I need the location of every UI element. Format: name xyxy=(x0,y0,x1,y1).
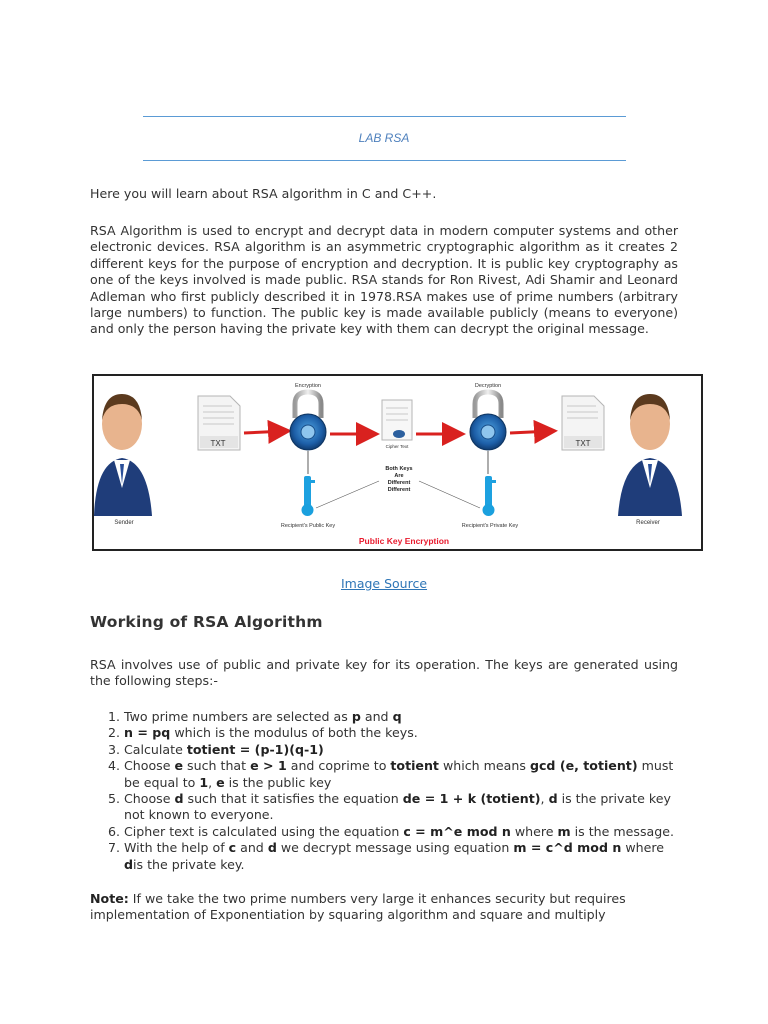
rsa-steps-list xyxy=(90,709,678,873)
decryption-label: Decryption xyxy=(474,383,502,389)
encryption-lock-icon xyxy=(290,392,326,450)
list-item: 1. Two prime numbers are selected as p and q xyxy=(124,709,678,725)
private-key-icon xyxy=(483,476,497,516)
public-key-encryption-figure xyxy=(92,374,703,551)
note-paragraph xyxy=(90,891,678,924)
header-rule-bottom xyxy=(143,160,626,161)
both-keys-line-2: Are xyxy=(394,473,404,479)
list-item: 2. n = pq which is the modulus of both the keys. xyxy=(124,725,678,741)
list-item: 5. Choose d such that it satisfies the equation de = 1 + k (totient), d is the private key not known to everyone. xyxy=(124,791,678,824)
cipher-document-icon xyxy=(382,400,412,440)
note-label: Note: xyxy=(90,891,129,906)
public-key-icon xyxy=(302,476,316,516)
page-title: LAB RSA xyxy=(358,131,410,145)
connector-public xyxy=(316,481,379,508)
txt-label-left: TXT xyxy=(210,439,226,448)
public-key-label: Recipient's Public Key xyxy=(280,523,336,529)
sender-label: Sender xyxy=(114,520,134,526)
image-source-link[interactable]: Image Source xyxy=(340,576,428,591)
encryption-label: Encryption xyxy=(295,383,321,389)
header-rule-top xyxy=(143,116,626,117)
private-key-label: Recipient's Private Key xyxy=(461,523,519,529)
list-item: 4. Choose e such that e > 1 and coprime to totient which means gcd (e, totient) must be equal to 1, e is the public key xyxy=(124,758,678,791)
receiver-label: Receiver xyxy=(636,520,660,526)
receiver-person-icon xyxy=(618,394,682,516)
list-item: 3. Calculate totient = (p-1)(q-1) xyxy=(124,742,678,758)
section-intro-paragraph: RSA involves use of public and private key for its operation. The keys are generated using the following steps:- xyxy=(90,657,678,689)
decryption-lock-icon xyxy=(470,392,506,450)
sender-person-icon xyxy=(94,394,152,516)
list-item: 6. Cipher text is calculated using the equation c = m^e mod n where m is the message. xyxy=(124,824,678,840)
section-heading: Working of RSA Algorithm xyxy=(90,613,323,631)
connector-private xyxy=(419,481,480,508)
arrow-to-receiver-doc xyxy=(510,431,552,433)
txt-label-right: TXT xyxy=(575,439,591,448)
both-keys-line-3: Different xyxy=(387,480,411,486)
arrow-to-encryption xyxy=(244,431,286,433)
cipher-text-label: Cipher Text xyxy=(385,444,409,449)
note-text: If we take the two prime numbers very large it enhances security but requires implementation of Exponentiation by squaring algorithm and square and multiply xyxy=(90,891,626,923)
both-keys-line-4: Different xyxy=(387,487,411,493)
both-keys-line-1: Both Keys xyxy=(385,466,413,472)
intro-paragraph: Here you will learn about RSA algorithm in C and C++. xyxy=(90,186,437,201)
list-item: 7. With the help of c and d we decrypt message using equation m = c^d mod n where dis the private key. xyxy=(124,840,678,873)
figure-caption: Public Key Encryption xyxy=(358,536,450,546)
description-paragraph: RSA Algorithm is used to encrypt and decrypt data in modern computer systems and other electronic devices. RSA algorithm is an asymmetric cryptographic algorithm as it creates 2 different keys for the purpose of encryption and decryption. It is public key cryptography as one of the keys involved is made public. RSA stands for Ron Rivest, Adi Shamir and Leonard Adleman who first publicly described it in 1978.RSA makes use of prime numbers (arbitrary large numbers) to function. The public key is made available publicly (means to everyone) and only the person having the private key with them can decrypt the original message. xyxy=(90,223,678,337)
